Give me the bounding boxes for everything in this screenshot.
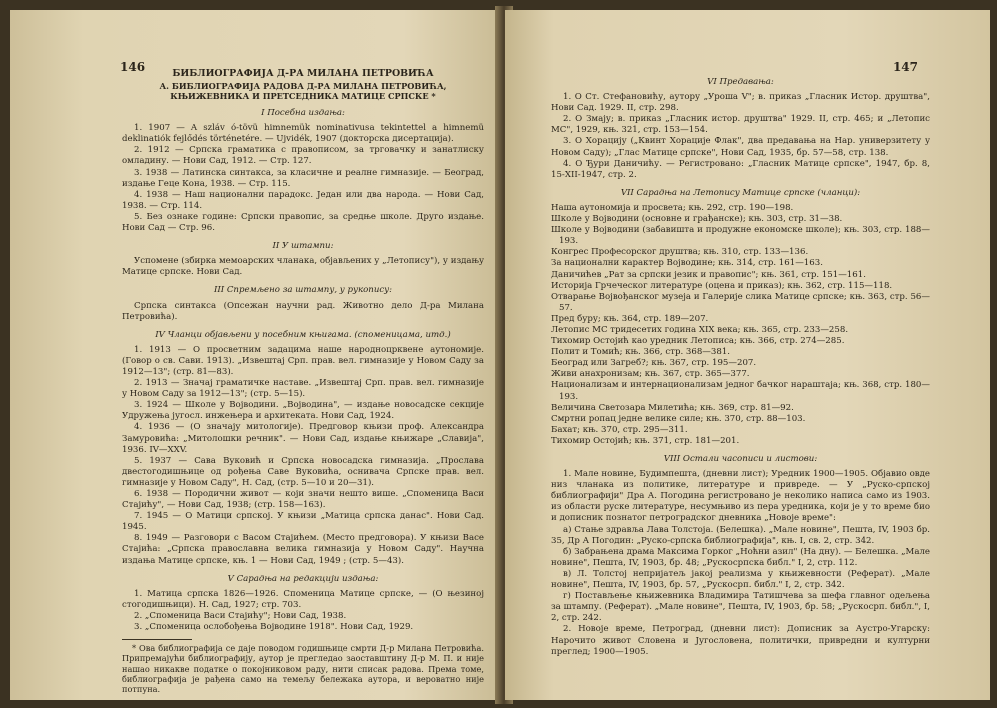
bibliography-entry: Тихомир Остојић као уредник Летописа; књ. 366, стр. 274—285.	[551, 336, 845, 347]
bibliography-entry: 2. 1913 — Значај граматичке наставе. „Извештај Срп. прав. вел. гимназије у Новом Саду за 1912—13"; (стр. 5—15).	[122, 378, 484, 400]
bibliography-entry: 1. 1907 — A szláv ó-tövü himnemük nominativusa tekintettel a himnemü deklinatiók fejlődés történetére. — Ujvidék, 1907 (докторска дисертација).	[122, 123, 484, 145]
bibliography-entry: За национални карактер Војводине; књ. 314, стр. 161—163.	[551, 258, 823, 269]
bibliography-entry: 6. 1938 — Породични живот — који значи нешто више. „Споменица Васи Стајићу", — Нови Сад, 1938; (стр. 158—163).	[122, 489, 484, 511]
bibliography-entry: а) Стање здравља Лава Толстоја. (Белешка). „Мале новине", Пешта, IV, 1903 бр. 35, Др А Погодин: „Руско-српска библиографија", књ. I, св. 2, стр. 342.	[551, 524, 930, 546]
footnote-divider	[122, 639, 192, 640]
bibliography-entry: 4. О Ђури Даничићу. — Регистровано: „Гласник Матице српске", 1947, бр. 8, 15-XII-1947, стр. 2.	[551, 158, 930, 180]
bibliography-entry: 3. 1938 — Латинска синтакса, за класичне и реалне гимназије. — Београд, издање Геце Кона, 1938. — Стр. 115.	[122, 167, 484, 189]
section-heading: II У штампи:	[272, 241, 334, 252]
bibliography-entry: 5. 1937 — Сава Вуковић и Српска новосадска гимназија. „Прослава двестогодишњице од рођења Саве Вуковића, оснивача Српске прав. вел. гимназије у Новом Саду", Н. Сад, (стр. 5—10 и 20—31).	[122, 455, 484, 488]
bibliography-entry: в) Л. Толстој непријатељ јакој реализма у књижевности (Реферат). „Мале новине", Пешта, IV, 1903, бр. 57, „Рускосрп. библ." I, 2, стр. 342.	[551, 568, 930, 591]
bibliography-entry: Даничићев „Рат за српски језик и правопис"; књ. 361, стр. 151—161.	[551, 269, 866, 280]
bibliography-entry: Наша аутономија и просвета; књ. 292, стр. 190—198.	[551, 202, 794, 213]
bibliography-entry: Летопис МС тридесетих година XIX века; књ. 365, стр. 233—258.	[551, 324, 849, 335]
right-page	[505, 10, 990, 700]
bibliography-entry: Бахат; књ. 370, стр. 295—311.	[551, 424, 688, 435]
section-heading: VIII Остали часописи и листови:	[663, 454, 818, 464]
bibliography-entry: Отварање Војвођанског музеја и Галерије слика Матице српске; књ. 363, стр. 56—57.	[551, 291, 930, 313]
bibliography-entry: 2. „Споменица Васи Стајићу"; Нови Сад, 1938.	[134, 610, 347, 621]
bibliography-entry: 5. Без ознаке године: Српски правопис, за средње школе. Друго издање. Нови Сад — Стр. 96.	[122, 211, 484, 234]
section-heading: IV Чланци објављени у посебним књигама. (споменицама, итд.)	[155, 329, 451, 340]
left-page	[10, 10, 502, 700]
bibliography-entry: Полит и Томић; књ. 366, стр. 368—381.	[551, 347, 731, 358]
top-spacer	[551, 50, 930, 70]
section-heading: I Посебна издања:	[261, 108, 345, 119]
right-page-content	[551, 50, 930, 658]
bibliography-entry: Београд или Загреб?; књ. 367, стр. 195—207.	[551, 358, 757, 369]
bibliography-entry: б) Забрањена драма Максима Горког „Ноћни азил" (На дну). — Белешка. „Мале новине", Пешта, IV, 1903, бр. 48; „Рускосрпска библ." I, 2, стр. 112.	[551, 546, 930, 568]
bibliography-entry: 1. 1913 — О просветним задацима наше народноцрквене аутономије. (Говор о св. Сави. 1913). „Извештај Срп. прав. вел. гимназије у Новом Саду за 1912—13"; (стр. 81—83).	[122, 344, 484, 377]
bibliography-entry: Пред буру; књ. 364, стр. 189—207.	[551, 313, 709, 324]
page-number: 146	[120, 60, 146, 74]
bibliography-entry: г) Постављење књижевника Владимира Татишчева за шефа главног одељења за штампу. (Реферат). „Мале новине", Пешта, IV, 1903, бр. 58; „Рускосрп. библ.", I, 2, стр. 242.	[551, 591, 930, 624]
bibliography-entry: Величина Светозара Милетића; књ. 369, стр. 81—92.	[551, 402, 794, 413]
section-heading: VII Сарадња на Летопису Матице српске (чланци):	[620, 187, 861, 198]
bibliography-entry: 2. Новоје време, Петроград, (дневни лист): Дописник за Аустро-Угарску: Нарочито живот Словена и Југословена, политички, привредни и културни преглед; 1900—1905.	[551, 624, 930, 657]
footnote: * Ова библиографија се даје поводом годишњице смрти Д-р Милана Петровића. Припремајући библиографију, аутор је прегледао заоставштину Д-р М. П. и није нашао никакве податке о покојниковом раду, нити списак радова. Према томе, библиографија је рађена само на темељу бележака аутора, и вероватно није потпуна.	[122, 643, 484, 694]
section-heading: VI Предавања:	[707, 77, 774, 87]
bibliography-entry: 3. 1924 — Школе у Војводини. „Војводина", — издање новосадске секције Удружења југосл. инжењера и архитеката. Нови Сад, 1924.	[122, 400, 484, 422]
bibliography-entry: Школе у Војводини (основне и грађанске); књ. 303, стр. 31—38.	[551, 214, 843, 225]
bibliography-entry: Школе у Војводини (забавишта и продужне економске школе); књ. 303, стр. 188—193.	[551, 225, 930, 247]
page-number: 147	[892, 60, 918, 74]
left-page-content	[122, 68, 484, 694]
bibliography-entry: Национализам и интернационализам једног бачког нараштаја; књ. 368, стр. 180—193.	[551, 380, 930, 402]
bibliography-entry: 3. „Споменица ослобођења Војводине 1918". Нови Сад, 1929.	[134, 622, 414, 633]
bibliography-entry: 1. Мале новине, Будимпешта, (дневни лист); Уредник 1900—1905. Објавио овде низ чланака из политике, литературе и привреде. — У „Руско-српској библиографији" Дра А. Погодина регистровано је неколико написа само из 1903. из области руске литературе, несумњиво из пера уредника, који је у то време био и дописник познатог петроградског дневника „Новоје време":	[551, 469, 930, 524]
bibliography-entry: Српска синтакса (Опсежан научни рад. Животно дело Д-ра Милана Петровића).	[122, 300, 484, 322]
bibliography-entry: 4. 1938 — Наш национални парадокс. Један или два народа. — Нови Сад, 1938. — Стр. 114.	[122, 189, 484, 211]
bibliography-entry: 2. 1912 — Српска граматика с правописом, за трговачку и занатлиску омладину. — Нови Сад, 1912. — Стр. 127.	[122, 145, 484, 167]
bibliography-title: БИБЛИОГРАФИЈА Д-РА МИЛАНА ПЕТРОВИЋА	[172, 68, 434, 79]
bibliography-entry: 1. Матица српска 1826—1926. Споменица Матице српске, — (О њезиној стогодишњици). Н. Сад, 1927; стр. 703.	[122, 588, 484, 610]
bibliography-entry: Живи анахронизам; књ. 367, стр. 365—377.	[551, 369, 750, 380]
bibliography-entry: 4. 1936 — (О значају митологије). Предговор књизи проф. Александра Замуровића: „Митолошки речник". — Нови Сад, издање књижаре „Славија", 1936. IV—XXV.	[122, 422, 484, 455]
bibliography-entry: 8. 1949 — Разговори с Васом Стајићем. (Место предговора). У књизи Васе Стајића: „Српска православна велика гимназија у Новом Саду". Научна издања Матице српске, књ. 1 — Нови Сад, 1949 ; (стр. 5—43).	[122, 533, 484, 566]
bibliography-entry: Смртни ропац једне велике силе; књ. 370, стр. 88—103.	[551, 413, 806, 424]
bibliography-entry: Успомене (збирка мемоарских чланака, објављених у „Летопису"), у издању Матице српске. Нови Сад.	[122, 256, 484, 278]
section-heading: V Сарадња на редакцији издања:	[227, 573, 379, 584]
bibliography-entry: 1. О Ст. Стефановићу, аутору „Уроша V"; в. приказ „Гласник Истор. друштва", Нови Сад. 1929. II, стр. 298.	[551, 92, 930, 114]
bibliography-entry: 2. О Змају; в. приказ „Гласник истор. друштва" 1929. II, стр. 465; и „Летопис МС", 1929, књ. 321, стр. 153—154.	[551, 114, 930, 136]
right-sections	[551, 77, 930, 658]
bibliography-entry: Тихомир Остојић; књ. 371, стр. 181—201.	[551, 435, 740, 446]
bibliography-entry: Историја Грчеческог литературе (оцена и приказ); књ. 362, стр. 115—118.	[551, 280, 893, 291]
bibliography-entry: 3. О Хорацију („Квинт Хорације Флак", два предавања на Нар. универзитету у Новом Саду); „Глас Матице српске", Нови Сад, 1935, бр. 57—58, стр. 138.	[551, 136, 930, 158]
bibliography-entry: 7. 1945 — О Матици српској. У књизи „Матица српска данас". Нови Сад. 1945.	[122, 511, 484, 533]
left-sections	[122, 108, 484, 633]
section-heading: III Спремљено за штампу, у рукопису:	[213, 285, 393, 296]
bibliography-entry: Конгрес Професорског друштва; књ. 310, стр. 133—136.	[551, 247, 809, 258]
bibliography-subtitle: А. БИБЛИОГРАФИЈА РАДОВА Д-РА МИЛАНА ПЕТРОВИЋА, КЊИЖЕВНИКА И ПРЕТСЕДНИКА МАТИЦЕ СРПСКЕ *	[159, 81, 447, 102]
